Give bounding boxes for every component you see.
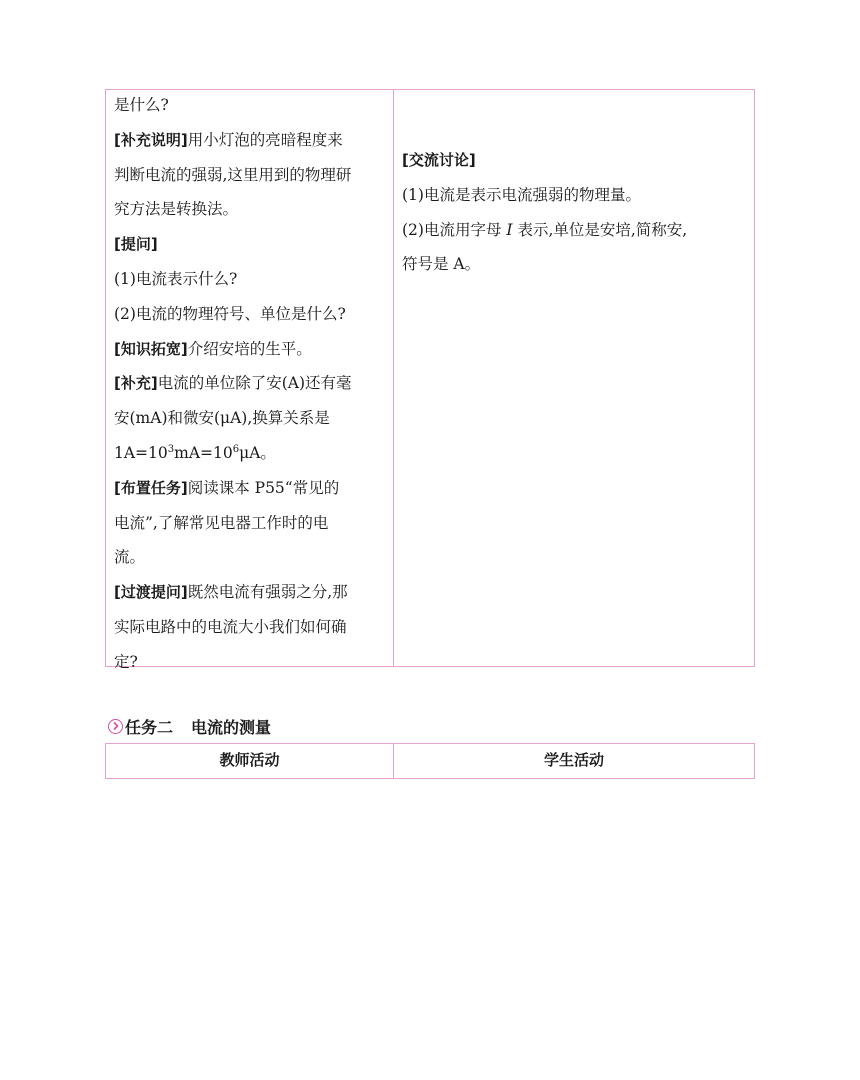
text-line (114, 508, 387, 543)
variable: I (506, 220, 513, 239)
activity-header-table (105, 743, 755, 779)
text: (2)电流的物理符号、单位是什么? (114, 304, 346, 323)
text: 电流”,了解常见电器工作时的电 (114, 513, 329, 532)
lesson-table (105, 89, 755, 671)
text: 实际电路中的电流大小我们如何确 (114, 617, 347, 636)
text-line (114, 403, 387, 438)
text-line (114, 334, 387, 369)
text-line (114, 229, 387, 264)
text: μA。 (239, 443, 276, 462)
text: 介绍安培的生平。 (187, 339, 312, 358)
section-heading (108, 713, 271, 739)
text: (1)电流表示什么? (114, 269, 238, 288)
text: 阅读课本 P55“常见的 (187, 478, 340, 497)
text-line (114, 368, 387, 403)
text-line (114, 612, 387, 647)
tag-label: [过渡提问] (114, 583, 188, 602)
tag-label: [布置任务] (114, 478, 188, 497)
text: (1)电流是表示电流强弱的物理量。 (402, 185, 641, 204)
text: mA=10 (174, 443, 233, 462)
text: (2)电流用字母 (402, 220, 507, 239)
text-line (402, 180, 748, 215)
text: 流。 (114, 548, 146, 567)
header-teacher-activity: 教师活动 (106, 744, 394, 778)
text-line (402, 215, 748, 250)
text: 既然电流有强弱之分,那 (187, 583, 348, 602)
tag-label: [补充] (114, 374, 158, 393)
section-subtitle: 电流的测量 (191, 717, 272, 737)
text-line (402, 249, 748, 284)
tag-label: [提问] (114, 235, 158, 254)
text-line (114, 194, 387, 229)
text: 是什么? (114, 96, 169, 114)
text-line (402, 145, 748, 180)
text-line (114, 125, 387, 160)
text: 电流的单位除了安(A)还有毫 (157, 374, 352, 393)
text: 用小灯泡的亮暗程度来 (187, 130, 343, 149)
text-line (114, 473, 387, 508)
text: 安(mA)和微安(μA),换算关系是 (114, 409, 330, 428)
teacher-activity-column (106, 90, 394, 671)
text-line (114, 647, 387, 682)
text: 究方法是转换法。 (114, 200, 239, 219)
text: 符号是 A。 (402, 255, 481, 274)
tag-label: [补充说明] (114, 130, 188, 149)
text: 判断电流的强弱,这里用到的物理研 (114, 165, 352, 184)
exponent: 6 (232, 443, 240, 455)
formula-line (114, 438, 387, 473)
text: 1A=10 (114, 443, 168, 462)
student-activity-column (394, 90, 754, 666)
header-student-activity: 学生活动 (543, 750, 604, 769)
text-line (114, 264, 387, 299)
tag-label: [交流讨论] (402, 151, 476, 169)
text-line (114, 160, 387, 195)
text: 定? (114, 652, 138, 671)
text: 表示,单位是安培,简称安, (512, 220, 688, 239)
chevron-right-icon (108, 719, 123, 734)
exponent: 3 (167, 443, 175, 455)
text-line (114, 90, 387, 125)
section-title: 任务二 (125, 717, 174, 737)
tag-label: [知识拓宽] (114, 339, 188, 358)
text-line (114, 542, 387, 577)
text-line (114, 577, 387, 612)
text-line (114, 299, 387, 334)
